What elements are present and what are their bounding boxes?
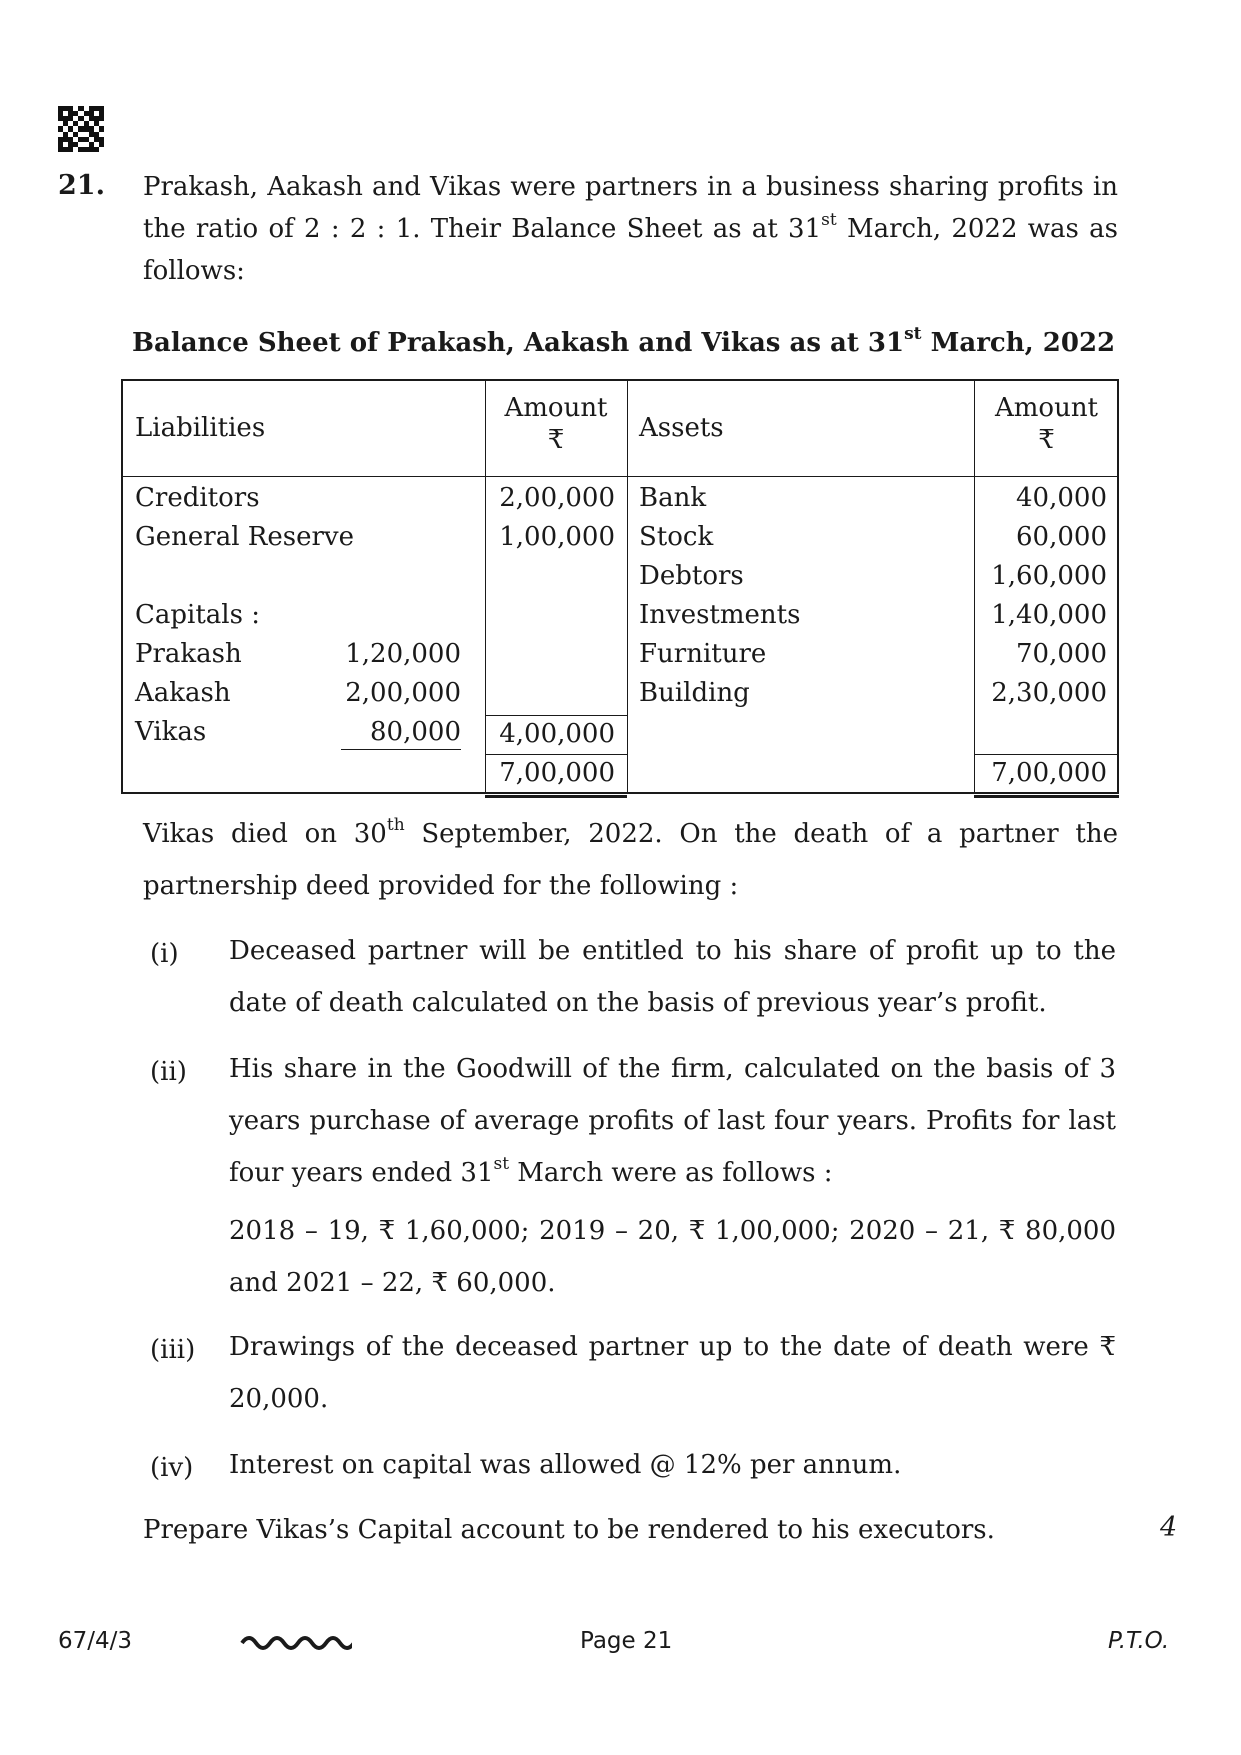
capitals-label: Capitals : [135,600,260,630]
item-label-iii: (iii) [150,1335,196,1365]
death-paragraph: Vikas died on 30th September, 2022. On the death of a partner the partnership deed provided for the following : [143,815,1119,901]
liability-general-reserve-amount: 1,00,000 [499,522,615,552]
qr-code [58,106,104,152]
assets-total-line-top [974,754,1119,755]
asset-stock-amount: 60,000 [1016,522,1107,552]
asset-investments-amount: 1,40,000 [991,600,1107,630]
header-amount-assets: Amount [994,393,1099,423]
page-number: Page 21 [580,1628,673,1654]
capitals-total: 4,00,000 [499,719,615,749]
liability-creditors: Creditors [135,483,260,513]
wave-ornament-icon [240,1630,352,1652]
header-divider [123,476,1117,477]
liability-general-reserve: General Reserve [135,522,354,552]
item-text-iv: Interest on capital was allowed @ 12% per annum. [229,1450,902,1480]
question-number: 21. [58,170,105,201]
liabilities-total: 7,00,000 [499,758,615,788]
assets-total-line-bottom [974,795,1119,798]
balance-sheet-title: Balance Sheet of Prakash, Aakash and Vikas as at 31st March, 2022 [132,324,1116,358]
instruction: Prepare Vikas’s Capital account to be rendered to his executors. [143,1515,995,1545]
asset-stock: Stock [639,522,714,552]
pto-label: P.T.O. [1108,1628,1170,1654]
balance-sheet-table [121,379,1119,794]
question-intro: Prakash, Aakash and Vikas were partners in a business sharing profits in the ratio of 2 : 2 : 1. Their Balance Sheet as at 31st March, 2022 was as follows: [143,172,1119,286]
liability-creditors-amount: 2,00,000 [499,483,615,513]
item-label-iv: (iv) [150,1453,194,1483]
asset-bank: Bank [639,483,707,513]
marks: 4 [1160,1512,1178,1543]
capital-prakash: Prakash [135,639,242,669]
item-text-ii: His share in the Goodwill of the firm, calculated on the basis of 3 years purchase of average profits of last four years. Profits for last four years ended 31st March were as follows : [229,1054,1116,1188]
total-line-top [485,754,627,755]
item-label-ii: (ii) [150,1057,187,1087]
subtotal-line [485,715,627,716]
header-currency-liabilities: ₹ [547,425,565,455]
capital-aakash-value: 2,00,000 [345,678,461,708]
paper-code: 67/4/3 [58,1628,133,1654]
capital-underline [341,749,461,750]
assets-total: 7,00,000 [991,758,1107,788]
header-assets: Assets [639,413,724,443]
asset-debtors: Debtors [639,561,744,591]
asset-bank-amount: 40,000 [1016,483,1107,513]
asset-investments: Investments [639,600,801,630]
header-liabilities: Liabilities [135,413,266,443]
asset-furniture: Furniture [639,639,767,669]
asset-debtors-amount: 1,60,000 [991,561,1107,591]
asset-furniture-amount: 70,000 [1016,639,1107,669]
capital-vikas: Vikas [135,717,207,747]
asset-building-amount: 2,30,000 [991,678,1107,708]
capital-aakash: Aakash [135,678,231,708]
capital-prakash-value: 1,20,000 [345,639,461,669]
asset-building: Building [639,678,750,708]
item-text-ii-profits: 2018 – 19, ₹ 1,60,000; 2019 – 20, ₹ 1,00,000; 2020 – 21, ₹ 80,000 and 2021 – 22, ₹ 60,000. [229,1216,1116,1298]
capital-vikas-value: 80,000 [370,717,461,747]
item-text-iii: Drawings of the deceased partner up to the date of death were ₹ 20,000. [229,1332,1116,1414]
item-label-i: (i) [150,939,179,969]
header-amount-liabilities: Amount [504,393,608,423]
column-divider [627,381,628,792]
total-line-bottom [485,795,627,798]
header-currency-assets: ₹ [1038,425,1055,455]
item-text-i: Deceased partner will be entitled to his share of profit up to the date of death calculated on the basis of previous year’s profit. [229,936,1116,1018]
